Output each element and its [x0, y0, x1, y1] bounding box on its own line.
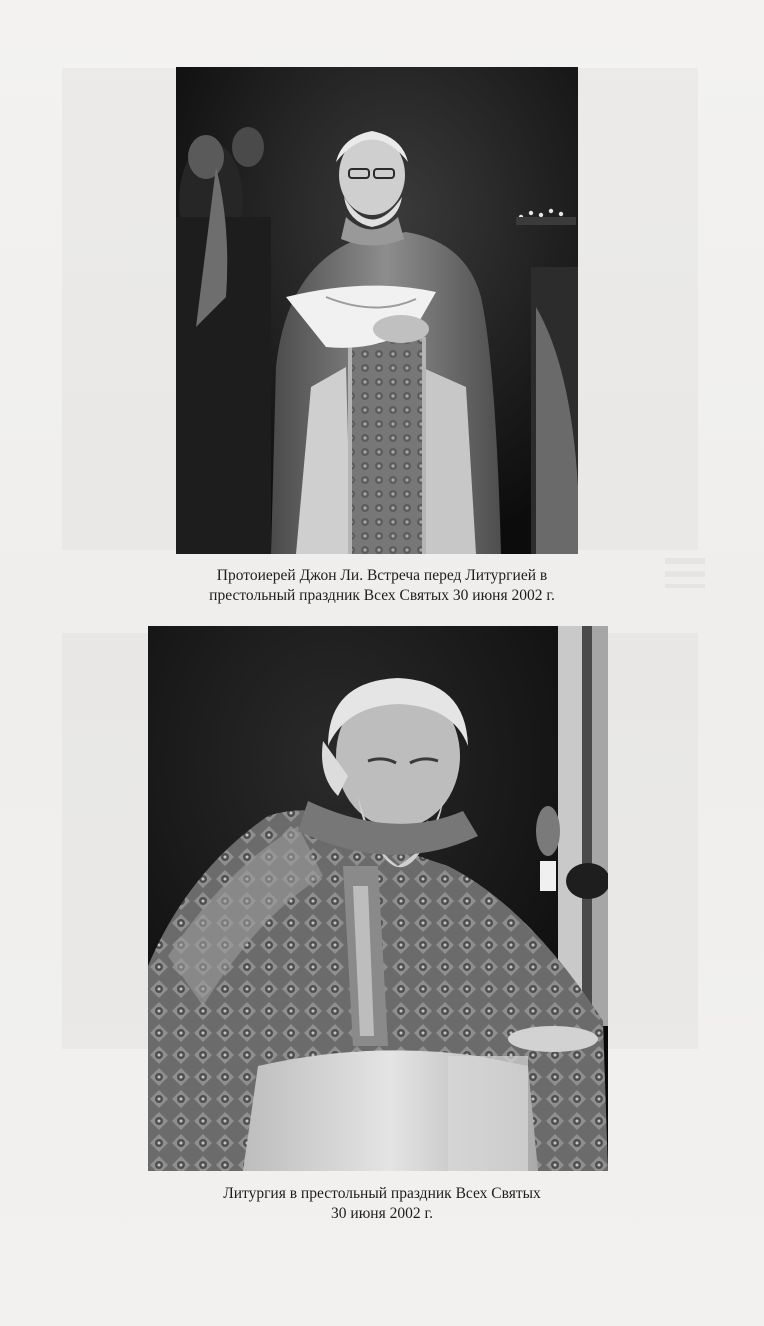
caption-line: 30 июня 2002 г.	[331, 1205, 433, 1222]
caption-line: Литургия в престольный праздник Всех Святых	[223, 1185, 541, 1202]
photo-caption	[0, 1184, 764, 1224]
caption-line: Протоиерей Джон Ли. Встреча перед Литургией в	[216, 567, 548, 584]
caption-line: престольный праздник Всех Святых 30 июня 2002 г.	[209, 587, 555, 604]
photo-liturgy-metropolitan	[148, 626, 608, 1171]
photo-caption	[0, 566, 764, 606]
photo-priest-john-lee	[176, 67, 578, 554]
